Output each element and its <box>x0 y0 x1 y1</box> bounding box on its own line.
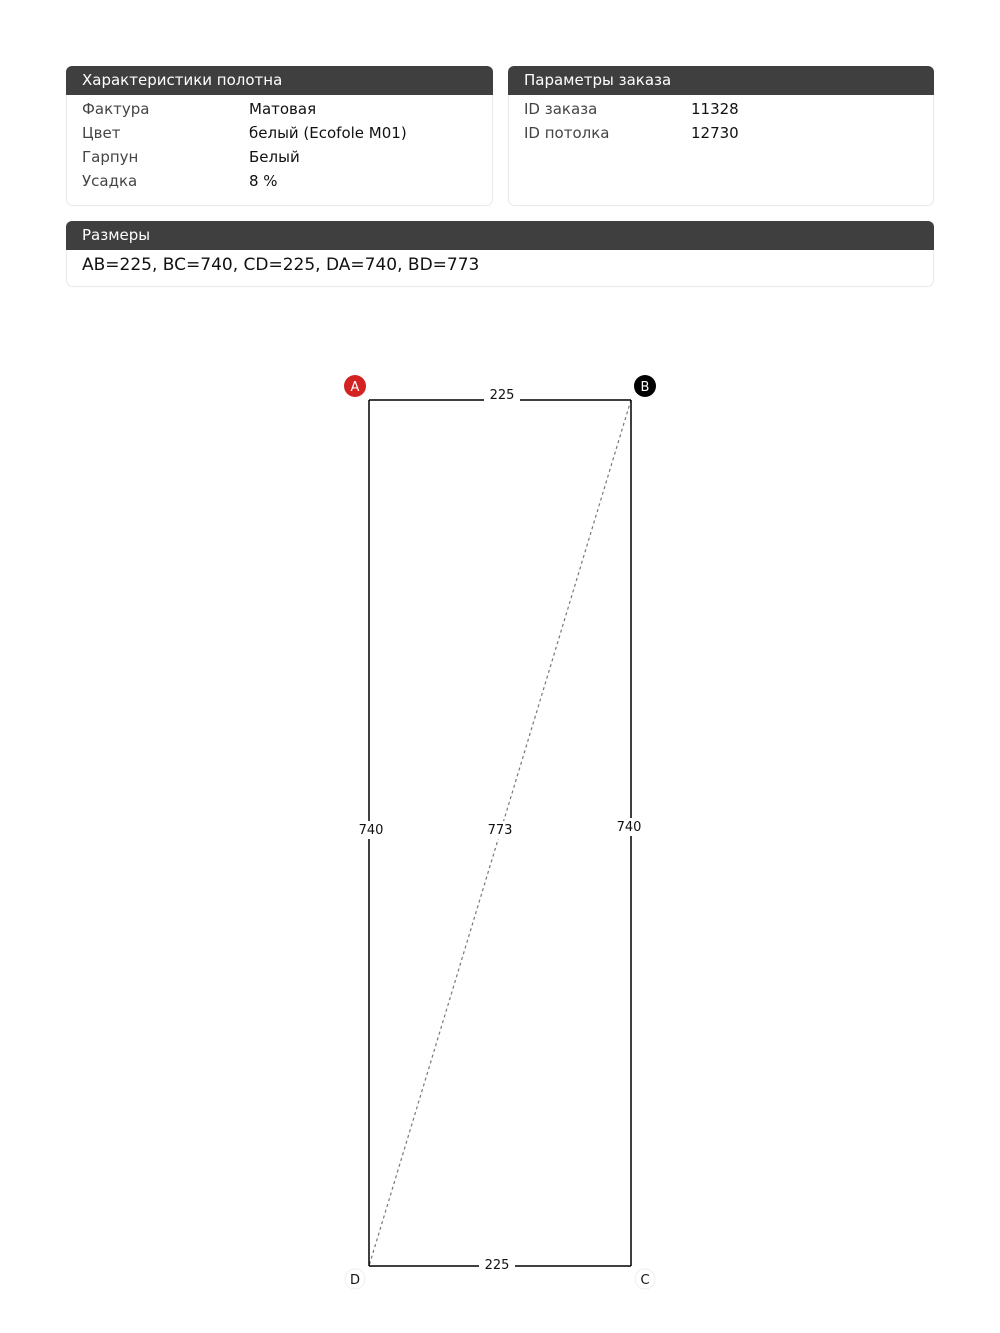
order-card-title: Параметры заказа <box>508 66 934 95</box>
vertex-b-label: B <box>640 380 650 395</box>
canvas-card-title: Характеристики полотна <box>66 66 493 95</box>
ceiling-id-value: 12730 <box>691 124 739 142</box>
order-id-label: ID заказа <box>524 100 598 118</box>
side-da-label: 740 <box>358 823 384 838</box>
vertex-b[interactable] <box>634 375 656 397</box>
color-label: Цвет <box>82 124 121 142</box>
vertex-c-label: C <box>640 1273 650 1288</box>
vertex-d-label: D <box>349 1273 361 1288</box>
side-cd-label: 225 <box>484 1258 510 1273</box>
sizes-card-title: Размеры <box>66 221 934 250</box>
vertex-c[interactable] <box>635 1269 655 1289</box>
vertex-d[interactable] <box>345 1269 365 1289</box>
harpoon-label: Гарпун <box>82 148 139 166</box>
texture-value: Матовая <box>249 100 317 118</box>
diagonal-bd-label: 773 <box>487 823 513 838</box>
harpoon-value: Белый <box>249 148 300 166</box>
texture-label: Фактура <box>82 100 150 118</box>
vertex-a[interactable] <box>344 375 366 397</box>
order-id-value: 11328 <box>691 100 739 118</box>
shrinkage-label: Усадка <box>82 172 138 190</box>
vertex-a-label: A <box>350 380 360 395</box>
ceiling-id-label: ID потолка <box>524 124 610 142</box>
side-bc-label: 740 <box>616 820 642 835</box>
sizes-summary: AB=225, BC=740, CD=225, DA=740, BD=773 <box>82 255 480 275</box>
color-value: белый (Ecofole M01) <box>249 124 407 142</box>
side-ab-label: 225 <box>489 388 515 403</box>
shrinkage-value: 8 % <box>249 172 278 190</box>
